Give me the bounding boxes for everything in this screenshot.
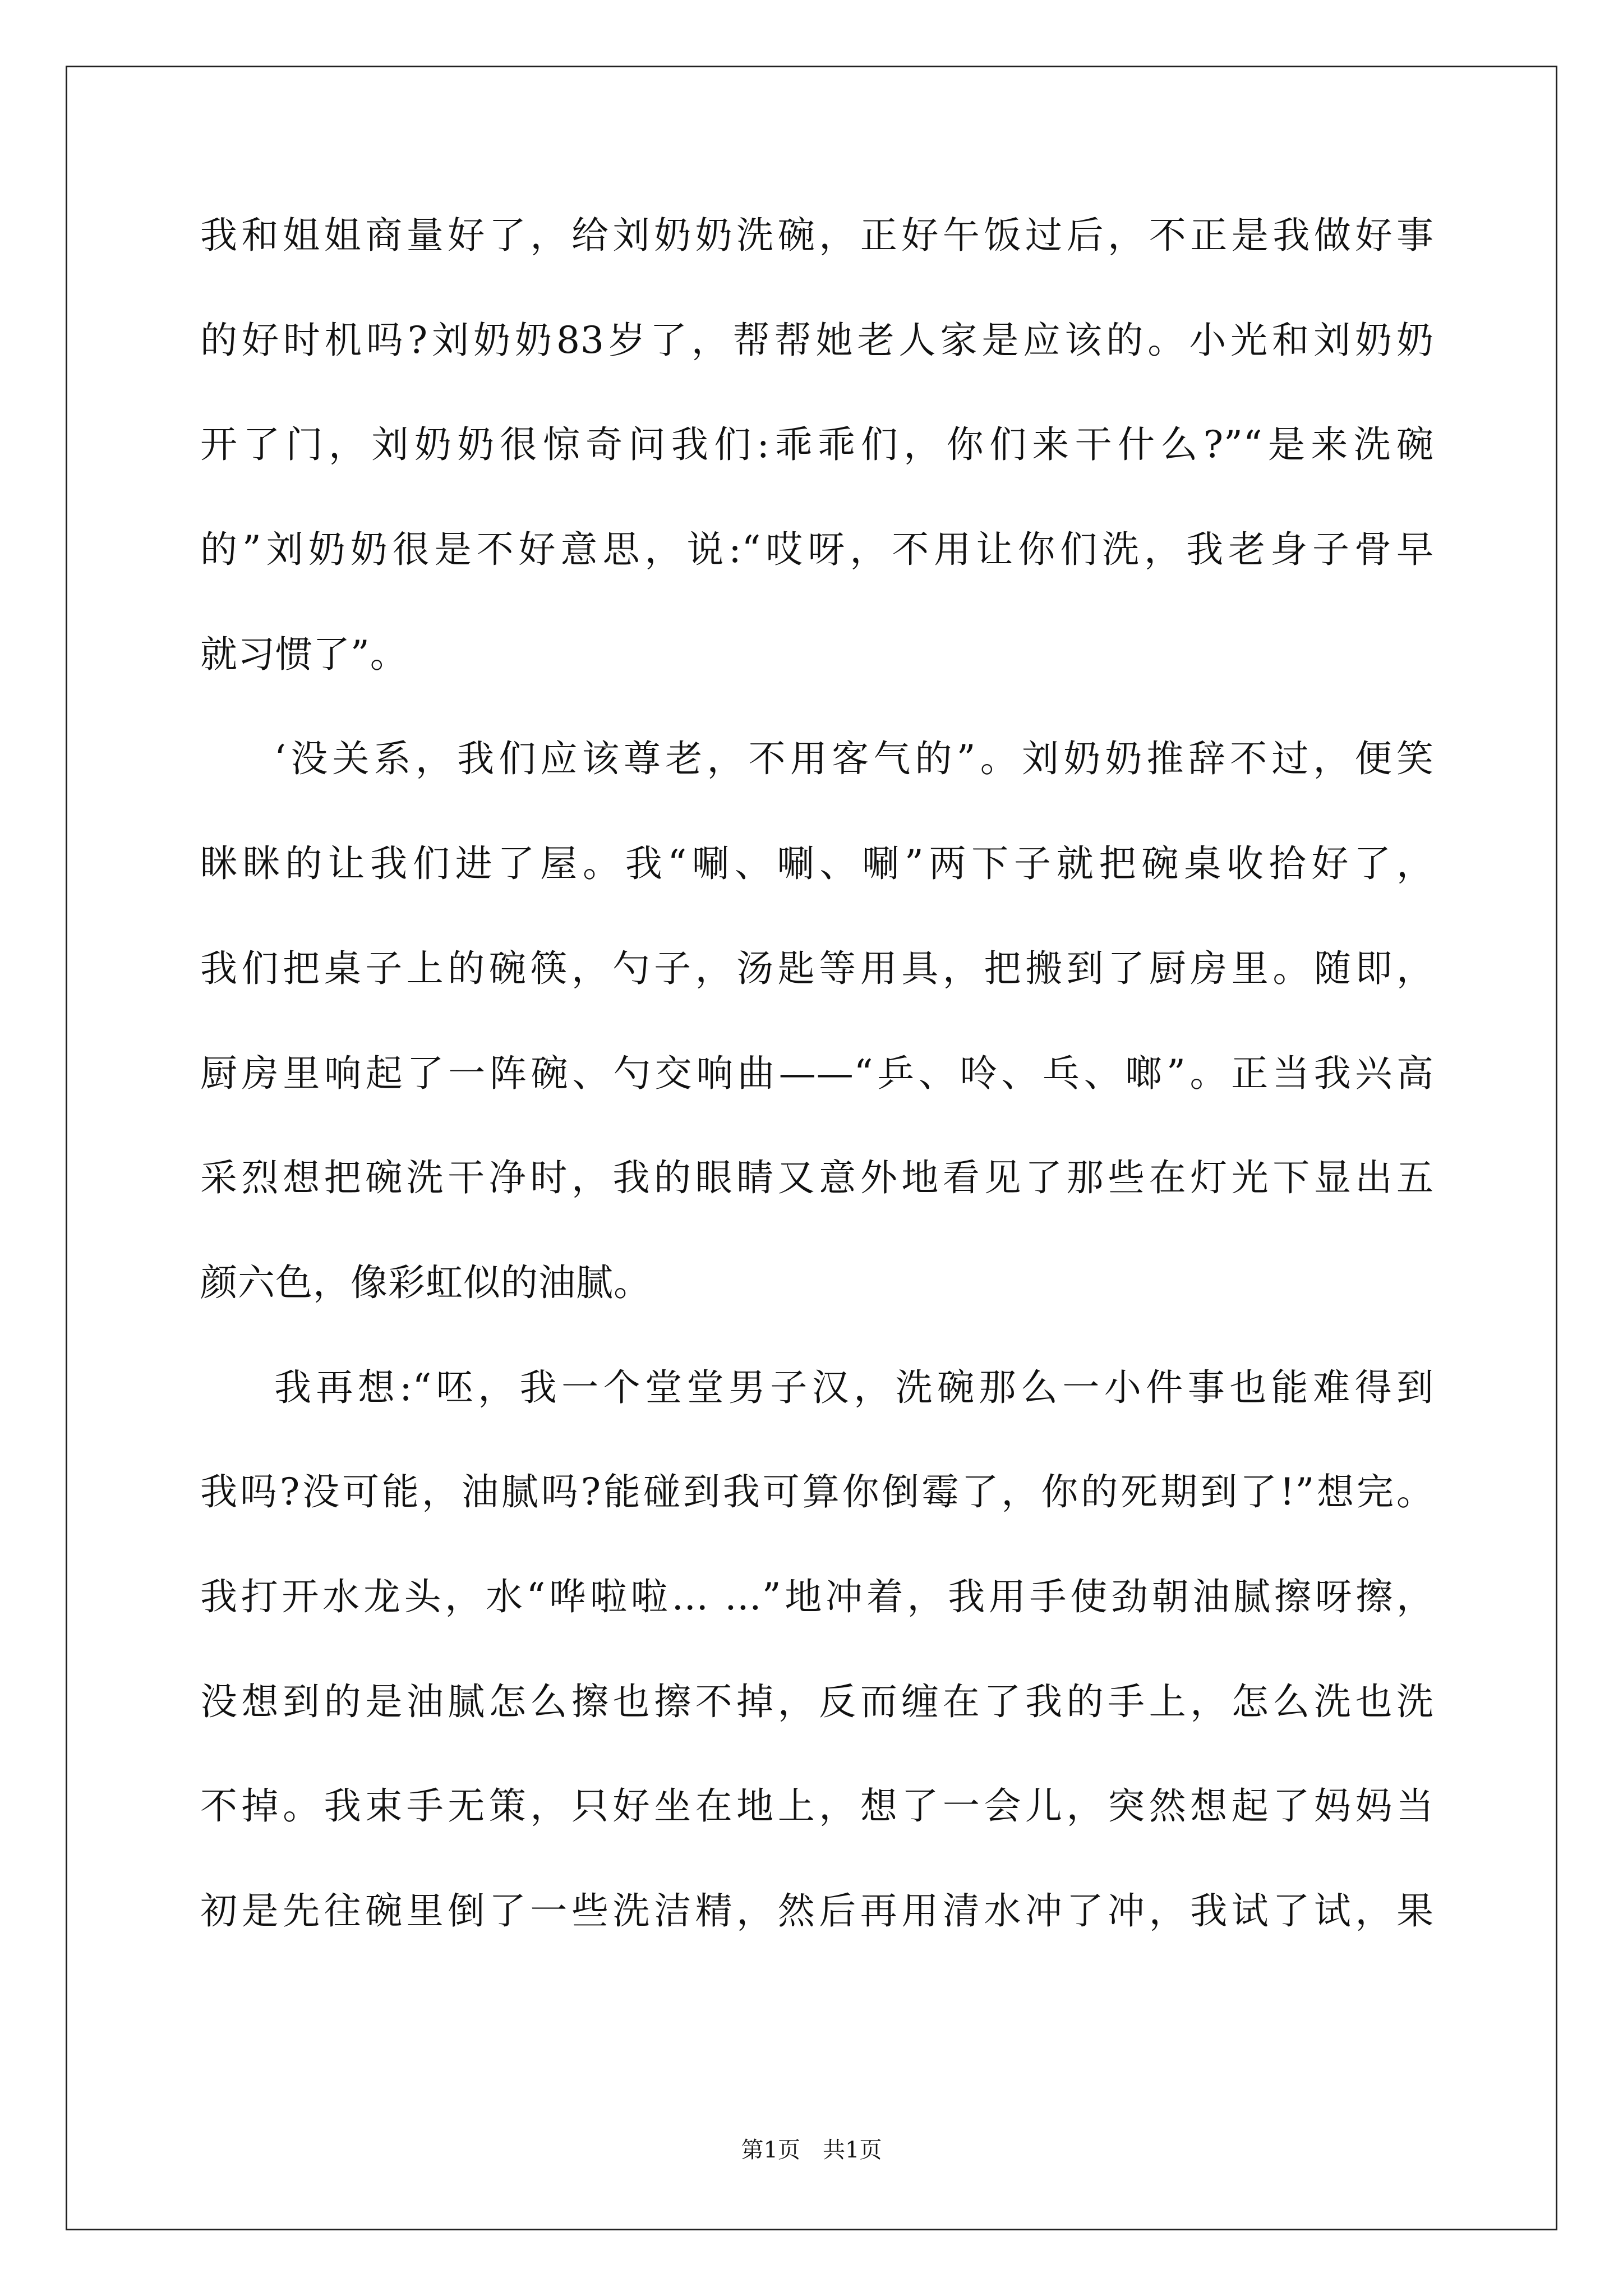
page-number-footer: 第1页 共1页 (741, 2137, 882, 2163)
paragraph-3-line-2: 我吗?没可能，油腻吗?能碰到我可算你倒霉了，你的死期到了!”想完。 (200, 1470, 1434, 1514)
paragraph-1-line-5: 就习惯了”。 (200, 632, 408, 676)
paragraph-2-line-2: 眯眯的让我们进了屋。我“唰、唰、唰”两下子就把碗桌收拾好了， (200, 842, 1434, 886)
paragraph-1-line-4: 的”刘奶奶很是不好意思，说:“哎呀，不用让你们洗，我老身子骨早 (200, 528, 1434, 572)
paragraph-2-line-1: ‘没关系，我们应该尊老，不用客气的”。刘奶奶推辞不过，便笑 (274, 737, 1434, 781)
paragraph-1-line-2: 的好时机吗?刘奶奶83岁了，帮帮她老人家是应该的。小光和刘奶奶 (200, 318, 1434, 362)
paragraph-2-line-3: 我们把桌子上的碗筷，勺子，汤匙等用具，把搬到了厨房里。随即， (200, 946, 1434, 990)
document-body (200, 210, 1434, 1991)
paragraph-2-line-5: 采烈想把碗洗干净时，我的眼睛又意外地看见了那些在灯光下显出五 (200, 1156, 1434, 1200)
paragraph-1-line-1: 我和姐姐商量好了，给刘奶奶洗碗，正好午饭过后，不正是我做好事 (200, 214, 1434, 257)
paragraph-3-line-1: 我再想:“呸，我一个堂堂男子汉，洗碗那么一小件事也能难得到 (274, 1365, 1434, 1409)
paragraph-3-line-6: 初是先往碗里倒了一些洗洁精，然后再用清水冲了冲，我试了试，果 (200, 1889, 1434, 1932)
paragraph-3-line-5: 不掉。我束手无策，只好坐在地上，想了一会儿，突然想起了妈妈当 (200, 1784, 1434, 1828)
paragraph-2-line-6: 颜六色，像彩虹似的油腻。 (200, 1260, 651, 1304)
paragraph-2-line-4: 厨房里响起了一阵碗、勺交响曲——“乒、呤、乓、啷”。正当我兴高 (200, 1051, 1434, 1095)
paragraph-3-line-3: 我打开水龙头，水“哗啦啦… …”地冲着，我用手使劲朝油腻擦呀擦， (200, 1575, 1434, 1618)
paragraph-1-line-3: 开了门，刘奶奶很惊奇问我们:乖乖们，你们来干什么?”“是来洗碗 (200, 423, 1434, 467)
paragraph-3-line-4: 没想到的是油腻怎么擦也擦不掉，反而缠在了我的手上，怎么洗也洗 (200, 1680, 1434, 1723)
